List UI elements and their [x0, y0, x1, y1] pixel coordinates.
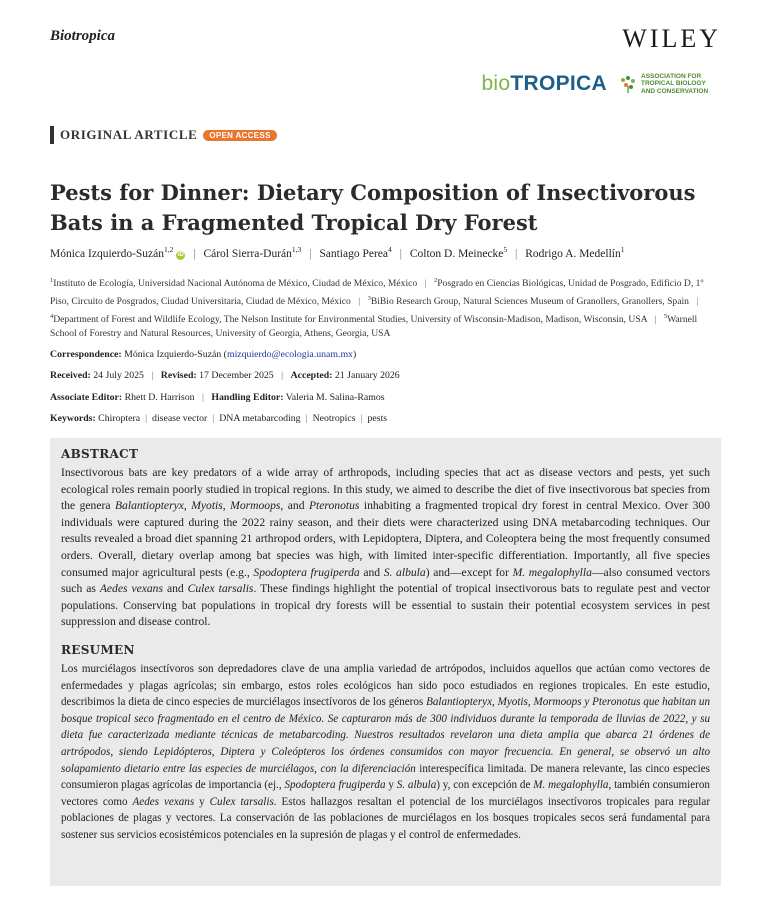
separator: | [193, 247, 196, 260]
keyword[interactable]: Chiroptera [98, 413, 141, 424]
open-access-badge[interactable]: OPEN ACCESS [203, 130, 276, 141]
author-sup: 1,2 [164, 245, 174, 254]
author-sup: 5 [503, 245, 508, 254]
separator: | [399, 247, 402, 260]
author-name[interactable]: Santiago Perea [319, 247, 389, 260]
author-sup: 4 [388, 245, 392, 254]
author-sup: 1 [620, 245, 625, 254]
affiliation: BiBio Research Group, Natural Sciences Museum of Granollers, Granollers, Spain [370, 295, 689, 307]
resumen-text: Los murciélagos insectívoros son depredadores clave de una amplia variedad de artrópodos, incluidos aquellos que actúan como vectores de enfermedades y plagas agrícolas; sin embargo, estos roles ecológicos han sido poco estudiados en regiones tropicales. En este estudio, describimos la dieta de cinco especies de murciélagos insectívoros de los géneros Balantiopteryx, Myotis, Mormoops y Pteronotus que habitan un bosque tropical seco fragmentado en el centro de México. Se capturaron más de 300 individuos durante la temporada de lluvias de 2022, y su dieta fue caracterizada mediante técnicas de metabarcoding. Nuestros resultados revelaron una dieta amplia que abarca 21 órdenes de artrópodos, siendo Lepidópteros, Diptera y Coleópteros los órdenes consumidos con mayor frecuencia. En general, se observó un alto solapamiento dietario entre las especies de murciélagos, con la diferenciación interespecífica limitada. De manera relevante, las cinco especies consumieron plagas agrícolas de importancia (ej., Spodoptera frugiperda y S. albula) y, con excepción de M. megalophylla, también consumieron vectores como Aedes vexans y Culex tarsalis. Estos hallazgos resaltan el potencial de los murciélagos insectívoros tropicales para regular poblaciones de plagas y vectores. La conservación de las poblaciones de murciélagos en los bosques tropicales secos será fundamental para sostener sus servicios ecosistémicos potenciales en la supresión de plagas y el control de enfermedades. [61, 662, 711, 841]
author-name[interactable]: Cárol Sierra-Durán [203, 247, 292, 260]
publisher-logo[interactable]: WILEY [622, 24, 721, 53]
article-dates: Received: 24 July 2025 | Revised: 17 December 2025 | Accepted: 21 January 2026 [50, 370, 400, 381]
article-type [50, 126, 277, 144]
abstract-box [50, 438, 721, 886]
email-link[interactable]: mizquierdo@ecologia.unam.mx [226, 349, 353, 360]
abstract-heading: ABSTRACT [61, 447, 139, 461]
author-name[interactable]: Colton D. Meinecke [409, 247, 504, 260]
author-list [50, 245, 740, 260]
keyword[interactable]: DNA metabarcoding [219, 413, 301, 424]
atbc-name: ASSOCIATION FOR TROPICAL BIOLOGY AND CONSERVATION [641, 72, 709, 95]
author-name[interactable]: Mónica Izquierdo-Suzán [50, 247, 165, 260]
journal-name[interactable]: Biotropica [50, 28, 116, 44]
orcid-icon[interactable]: iD [177, 251, 184, 258]
society-logos [481, 72, 721, 96]
leaf-icon [619, 75, 637, 93]
separator: | [309, 247, 312, 260]
separator: | [515, 247, 518, 260]
affiliation: Department of Forest and Wildlife Ecology, The Nelson Institute for Environmental Studies, University of Wisconsin-Madison, Madison, Wisconsin, USA [53, 313, 648, 325]
author-name[interactable]: Rodrigo A. Medellín [525, 247, 621, 260]
keyword[interactable]: disease vector [152, 413, 208, 424]
type-bar [50, 126, 54, 144]
article-type-label: ORIGINAL ARTICLE [60, 127, 198, 142]
correspondence: Correspondence: Mónica Izquierdo-Suzán (mizquierdo@ecologia.unam.mx) [50, 349, 357, 360]
keyword[interactable]: pests [367, 413, 388, 424]
abstract-text: Insectivorous bats are key predators of a wide array of arthropods, including species that act as disease vectors and pests, yet such ecological roles remain poorly studied in tropical regions. In this study, we aimed to describe the diet of five insectivorous bat species from the genera Balantiopteryx, Myotis, Mormoops, and Pteronotus inhabiting a fragmented tropical dry forest in central Mexico. Over 300 individuals were captured during the 2022 rainy season, and their diets were characterized using DNA metabarcoding techniques. Our results revealed a broad diet spanning 21 arthropod orders, with Lepidoptera, Diptera, and Coleoptera being the most frequently consumed orders. Overall, dietary overlap among bat species was high, with limited inter-specific differentiation. Importantly, all five species consumed major agricultural pests (e.g., Spodoptera frugiperda and S. albula) and—except for M. megalophylla—also consumed vectors such as Aedes vexans and Culex tarsalis. These findings highlight the potential of tropical insectivorous bats to regulate pest and vector populations. Conserving bat populations in tropical dry forests will be essential to sustain their potential ecosystem services in pest suppression and disease control. [61, 466, 711, 629]
article-title: Pests for Dinner: Dietary Composition of Insectivorous Bats in a Fragmented Tropical Dry Forest [50, 180, 696, 235]
affiliation: Warnell School of Forestry and Natural Resources, University of Georgia, Athens, Georgia, USA [50, 313, 698, 340]
resumen-heading: RESUMEN [61, 642, 135, 657]
atbc-logo[interactable] [619, 73, 721, 96]
affiliation: Instituto de Ecología, Universidad Nacional Autónoma de México, Ciudad de México, México [53, 278, 418, 290]
affiliations: $^1$Instituto de Ecología, Universidad Nacional Autónoma de México, Ciudad de México, México | $^2$Posgrado en Ciencias Biológicas, Unidad de Posgrado, Edificio D, 1º Piso, Circuito de Posgrados, Ciudad Universitaria, Ciudad de México, México | $^3$BiBio Research Group, Natural Sciences Museum of Granollers, Granollers, Spain | $^4$Department of Forest and Wildlife Ecology, The Nelson Institute for Environmental Studies, University of Wisconsin-Madison, Madison, Wisconsin, USA | $^5$Warnell School of Forestry and Natural Resources, University of Georgia, Athens, Georgia, USA [50, 277, 704, 340]
biotropica-logo[interactable]: bioTROPICA [481, 72, 607, 95]
editors: Associate Editor: Rhett D. Harrison | Handling Editor: Valeria M. Salina-Ramos [50, 392, 385, 403]
keywords: Keywords: Chiroptera | disease vector | DNA metabarcoding | Neotropics | pests [50, 413, 388, 424]
author-sup: 1,3 [291, 245, 302, 254]
affiliation: Posgrado en Ciencias Biológicas, Unidad de Posgrado, Edificio D, 1º Piso, Circuito de Posgrados, Ciudad Universitaria, Ciudad de México, México [50, 278, 704, 307]
keyword[interactable]: Neotropics [312, 413, 356, 424]
